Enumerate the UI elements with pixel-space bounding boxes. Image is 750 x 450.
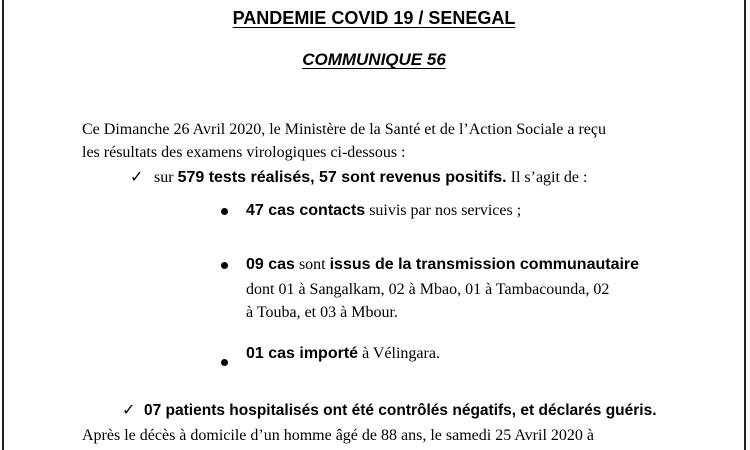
- community-line-1: [246, 255, 639, 275]
- document-page: [2, 0, 746, 450]
- bullet-icon: [221, 359, 228, 366]
- recovered-line: 07 patients hospitalisés ont été contrôlés négatifs, et déclarés guéris.: [144, 402, 657, 419]
- death-line-1: Après le décès à domicile d’un homme âgé de 88 ans, le samedi 25 Avril 2020 à: [82, 427, 594, 444]
- tests-suffix: Il s’agit de :: [506, 169, 588, 186]
- imported-count: 01 cas importé: [246, 345, 359, 362]
- checkmark-icon: ✓: [122, 400, 136, 419]
- document-title: PANDEMIE COVID 19 / SENEGAL: [232, 8, 516, 28]
- bullet-icon: [221, 208, 228, 215]
- intro-line-1: Ce Dimanche 26 Avril 2020, le Ministère de la Santé et de l’Action Sociale a reçu: [82, 121, 606, 138]
- checkmark-icon: ✓: [130, 167, 144, 186]
- imported-line: [246, 344, 440, 364]
- community-label: issus de la transmission communautaire: [329, 256, 640, 273]
- tests-line: [154, 168, 587, 188]
- contacts-line: [246, 201, 521, 221]
- contacts-text: suivis par nos services ;: [365, 202, 522, 219]
- community-line-3: à Touba, et 03 à Mbour.: [246, 304, 398, 321]
- communique-number: COMMUNIQUE 56: [302, 50, 446, 69]
- intro-line-2: les résultats des examens virologiques ci-dessous :: [82, 144, 406, 161]
- community-line-2: dont 01 à Sangalkam, 02 à Mbao, 01 à Tambacounda, 02: [246, 281, 610, 298]
- bullet-icon: [221, 262, 228, 269]
- contacts-count: 47 cas contacts: [246, 202, 366, 219]
- community-mid: sont: [294, 256, 330, 273]
- tests-prefix: sur: [154, 169, 178, 186]
- community-count: 09 cas: [246, 256, 295, 273]
- imported-text: à Vélingara.: [358, 345, 440, 362]
- tests-summary: 579 tests réalisés, 57 sont revenus positifs.: [177, 169, 507, 186]
